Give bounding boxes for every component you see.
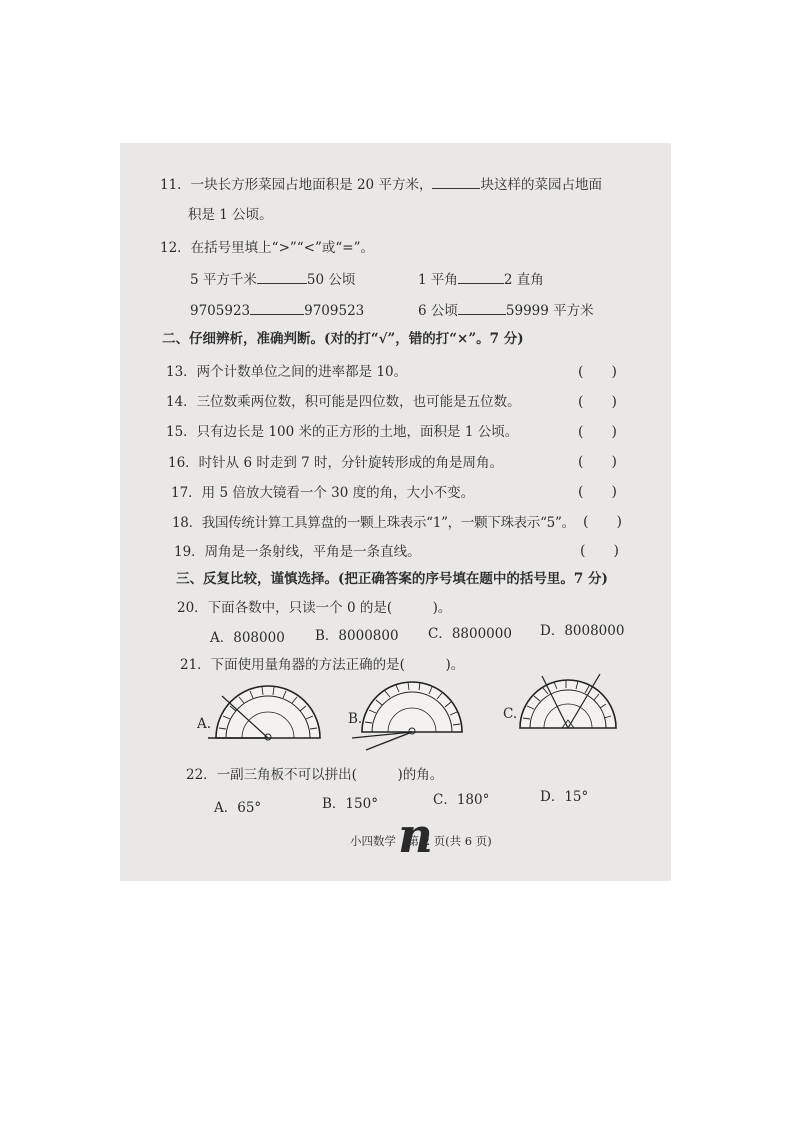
q12-compare-1: 5 平方千米 50 公顷 — [190, 272, 356, 288]
q22-option-d[interactable]: D．15° — [540, 789, 589, 805]
q15-answer-box[interactable]: ( ) — [578, 424, 617, 440]
q12-title: 12．在括号里填上“>”“<”或“=”。 — [160, 240, 375, 256]
q22-option-b[interactable]: B．150° — [322, 796, 378, 812]
q22-stem: 22．一副三角板不可以拼出( )的角。 — [186, 767, 444, 783]
q17-answer-box[interactable]: ( ) — [578, 484, 617, 500]
q11-line2: 积是 1 公顷。 — [188, 207, 273, 223]
q12-blank-1[interactable] — [257, 271, 307, 284]
q20-option-d[interactable]: D．8008000 — [540, 623, 625, 639]
q21-label-a[interactable]: A. — [197, 716, 212, 732]
q15-text: 15．只有边长是 100 米的正方形的土地，面积是 1 公顷。 — [166, 424, 519, 440]
q21-label-b[interactable]: B. — [348, 711, 363, 727]
q16-text: 16．时针从 6 时走到 7 时，分针旋转形成的角是周角。 — [168, 455, 504, 471]
page-footer: 小四数学 第 2 页(共 6 页) — [350, 834, 492, 848]
q14-answer-box[interactable]: ( ) — [578, 394, 617, 410]
q12-compare-4: 6 公顷 59999 平方米 — [418, 303, 594, 319]
q17-text: 17．用 5 倍放大镜看一个 30 度的角，大小不变。 — [171, 485, 475, 501]
q18-text: 18．我国传统计算工具算盘的一颗上珠表示“1”，一颗下珠表示“5”。 — [172, 515, 575, 531]
q12-blank-2[interactable] — [458, 271, 504, 284]
q21-stem: 21．下面使用量角器的方法正确的是( )。 — [180, 657, 465, 673]
q19-text: 19．周角是一条射线，平角是一条直线。 — [174, 544, 421, 560]
section2-heading: 二、仔细辨析，准确判断。(对的打“√”，错的打“×”。7 分) — [162, 331, 524, 347]
q14-text: 14．三位数乘两位数，积可能是四位数，也可能是五位数。 — [166, 394, 521, 410]
q12-blank-3[interactable] — [250, 302, 304, 315]
q11-line1: 11．一块长方形菜园占地面积是 20 平方米， 块这样的菜园占地面 — [160, 177, 602, 193]
section3-heading: 三、反复比较，谨慎选择。(把正确答案的序号填在题中的括号里。7 分) — [176, 571, 608, 587]
protractor-c-icon — [514, 674, 622, 736]
q16-answer-box[interactable]: ( ) — [578, 454, 617, 470]
q12-compare-3: 9705923 9709523 — [190, 303, 365, 319]
q22-option-c[interactable]: C．180° — [433, 792, 490, 808]
q20-option-c[interactable]: C．8800000 — [428, 626, 512, 642]
q13-answer-box[interactable]: ( ) — [578, 364, 617, 380]
q12-blank-4[interactable] — [458, 302, 506, 315]
protractor-a-icon — [208, 682, 328, 744]
protractor-b-icon — [348, 680, 472, 752]
q20-stem: 20．下面各数中，只读一个 0 的是( )。 — [177, 600, 452, 616]
q21-label-c[interactable]: C. — [503, 706, 518, 722]
q18-answer-box[interactable]: ( ) — [583, 514, 622, 530]
q19-answer-box[interactable]: ( ) — [580, 543, 619, 559]
q12-compare-2: 1 平角 2 直角 — [418, 272, 544, 288]
q20-option-b[interactable]: B．8000800 — [315, 628, 399, 644]
q13-text: 13．两个计数单位之间的进率都是 10。 — [166, 364, 408, 380]
q20-option-a[interactable]: A．808000 — [210, 630, 285, 646]
watermark-letter: n — [398, 808, 433, 864]
q11-blank[interactable] — [432, 176, 480, 189]
q22-option-a[interactable]: A．65° — [214, 800, 262, 816]
